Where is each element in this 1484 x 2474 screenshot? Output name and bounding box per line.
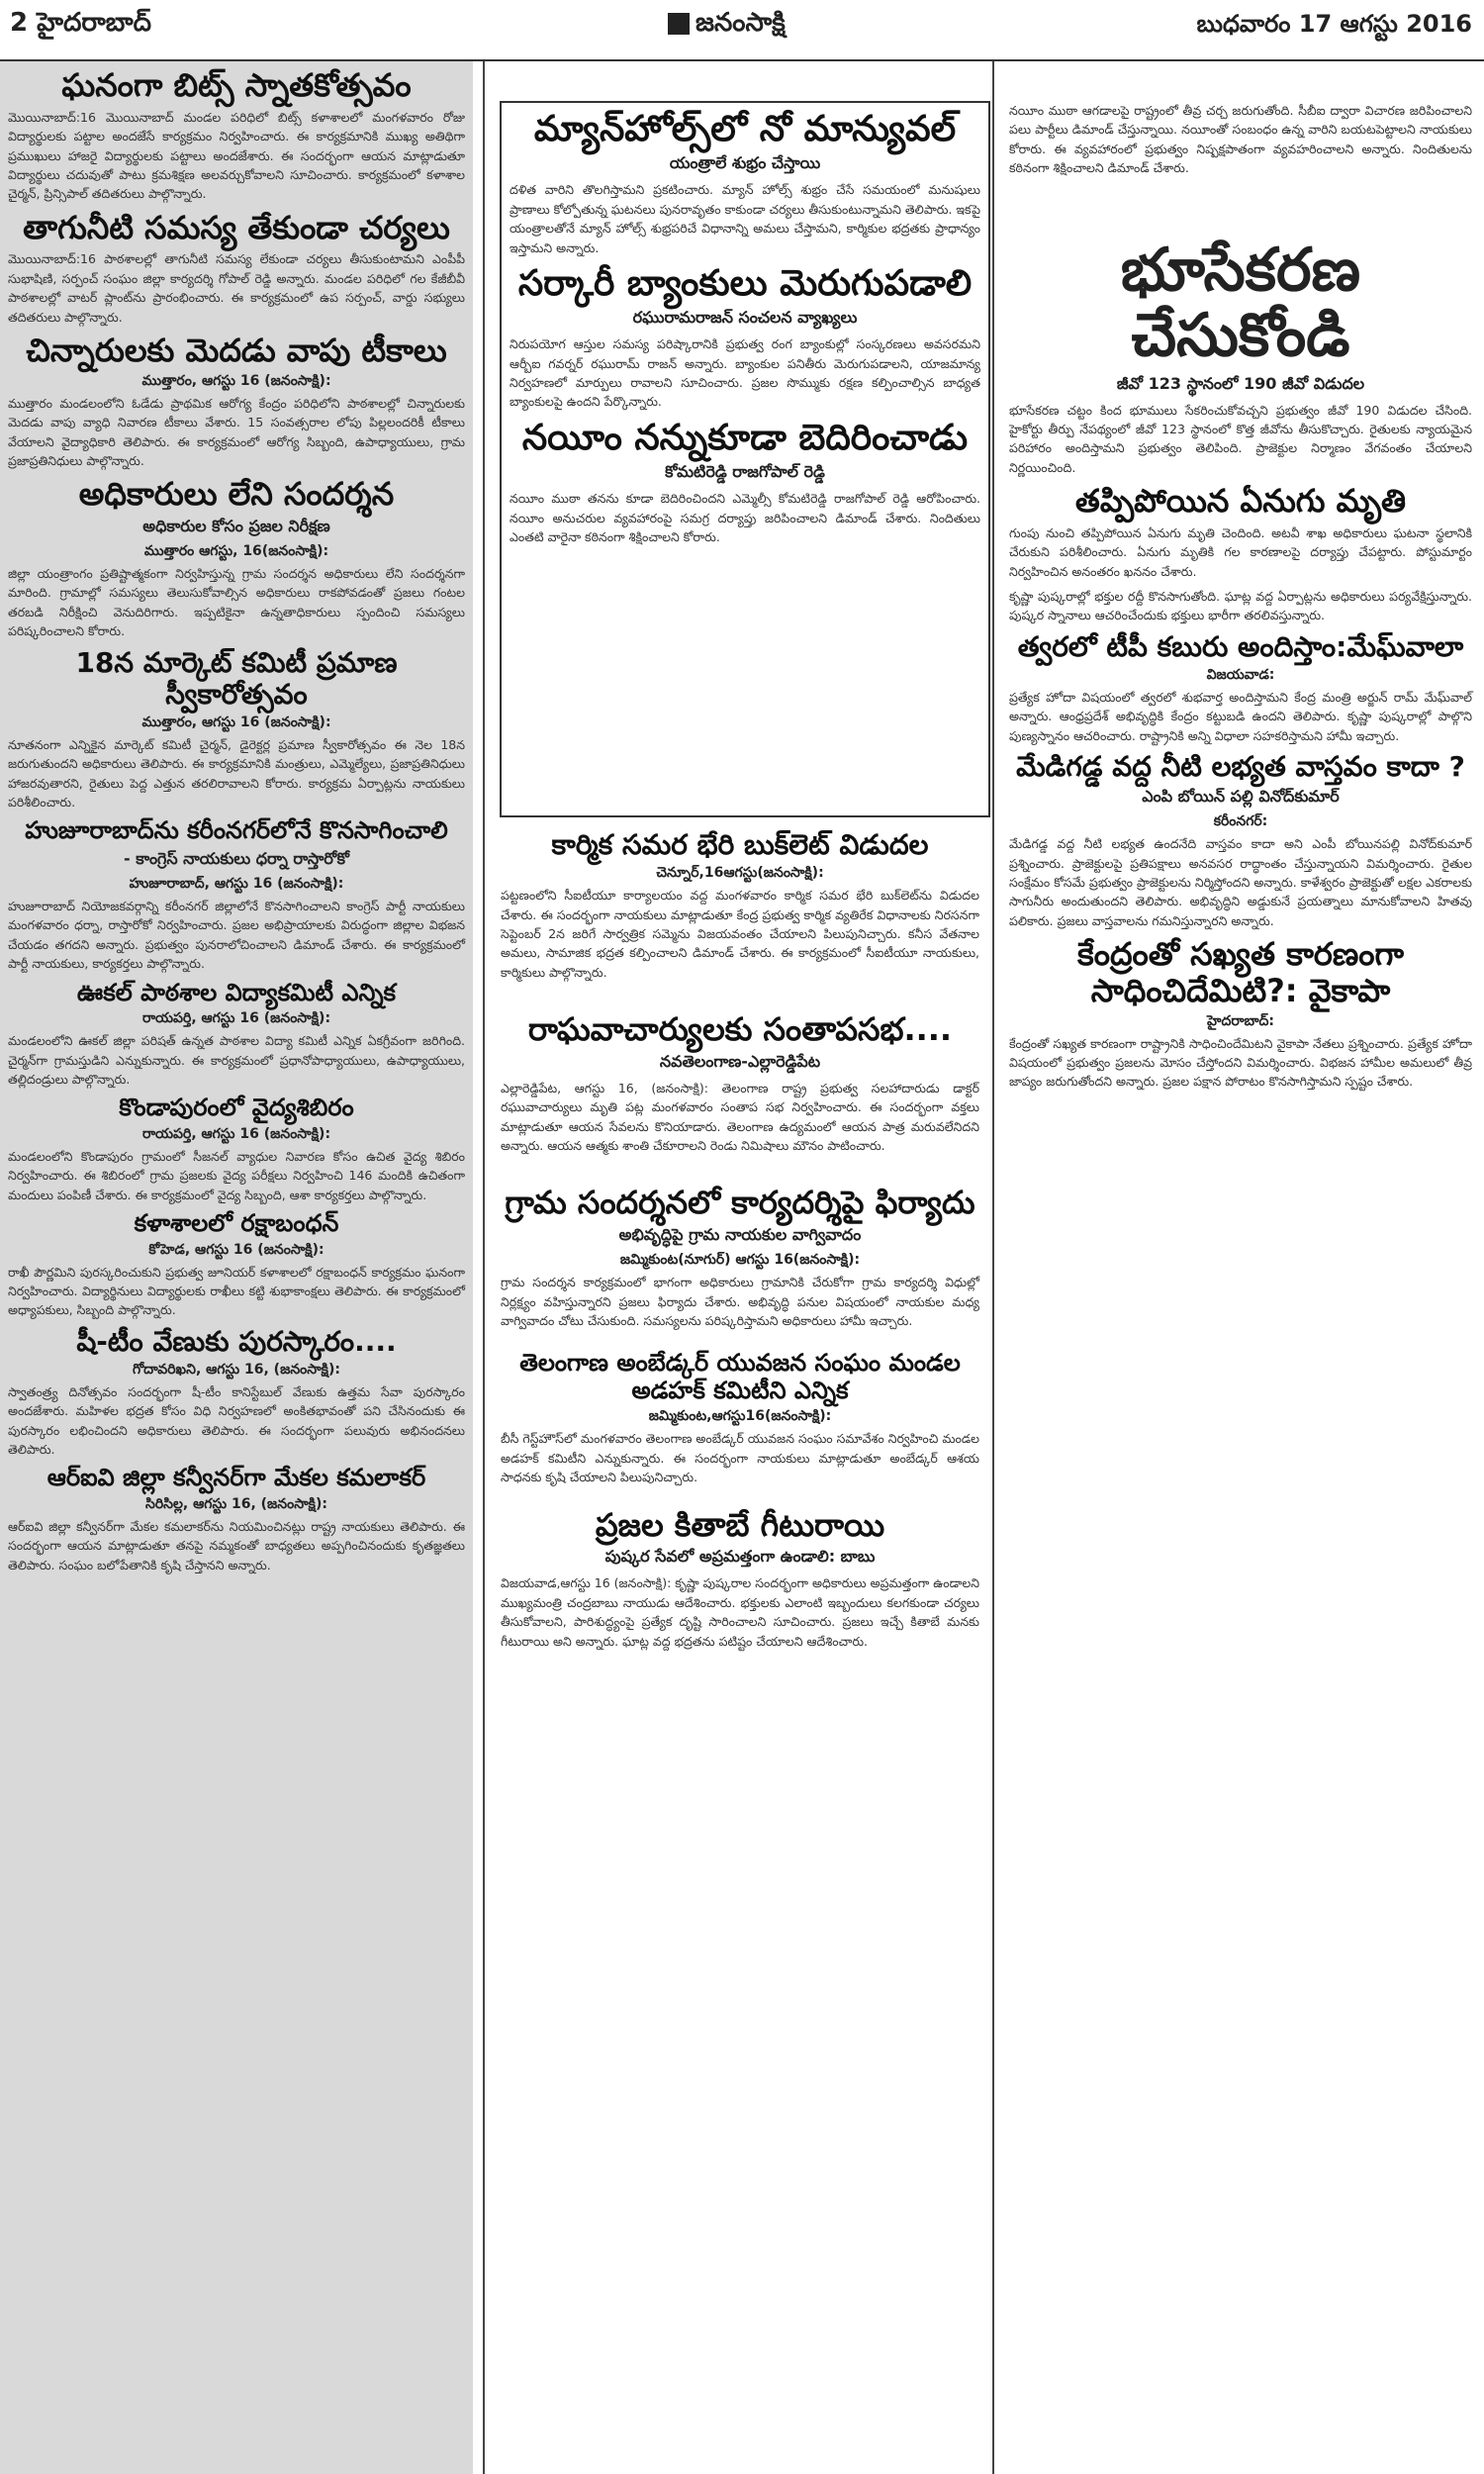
subheadline: యంత్రాలే శుభ్రం చేస్తాయి (669, 153, 821, 173)
subheadline: కోమటిరెడ్డి రాజగోపాల్ రెడ్డి (665, 462, 825, 482)
newspaper-logo (668, 8, 786, 44)
headline: కళాశాలలో రక్షాబంధన్ (134, 1208, 339, 1237)
left-column (0, 61, 473, 2474)
dateline: కోహెడ, ఆగస్టు 16 (జనంసాక్షి): (148, 1241, 325, 1258)
article (493, 1507, 987, 1651)
article-body: కృష్ణా పుష్కరాల్లో భక్తుల రద్దీ కొనసాగుతోంది. ఘాట్ల వద్ద ఏర్పాట్లను అధికారులు పర్యవేక్షిస్తున్నారు. పుష్కర స్నానాలు ఆచరించేందుకు భక్తులు భారీగా తరలివస్తున్నారు. (1009, 588, 1472, 623)
dateline: హుజూరాబాద్, ఆగస్టు 16 (జనంసాక్షి): (129, 876, 344, 893)
headline: గ్రామ సందర్శనలో కార్యదర్శిపై ఫిర్యాదు (505, 1184, 975, 1222)
article-body: నయీం ముఠా ఆగడాలపై రాష్ట్రంలో తీవ్ర చర్చ జరుగుతోంది. సీబీఐ ద్వారా విచారణ జరిపించాలని పలు పార్టీలు డిమాండ్ చేస్తున్నాయి. నయీంతో సంబంధం ఉన్న వారిని బయటపెట్టాలని నాయకులు కోరారు. ఈ వ్యవహారంలో ప్రభుత్వం నిష్పక్షపాతంగా వ్యవహరించాలని అన్నారు. నిందితులను కఠినంగా శిక్షించాలని డిమాండ్ చేశారు. (1009, 103, 1472, 176)
subheadline: అభివృద్ధిపై గ్రామ నాయకుల వాగ్వివాదం (618, 1225, 862, 1245)
article-body: బీసీ గెస్ట్‌హౌస్‌లో మంగళవారం తెలంగాణ అంబేడ్కర్ యువజన సంఘం సమావేశం నిర్వహించి మండల అడహక్ కమిటీని ఎన్నుకున్నారు. ఈ సందర్భంగా నాయకులు మాట్లాడుతూ అంబేడ్కర్ ఆశయ సాధనకు కృషి చేయాలని పిలుపునిచ్చారు. (501, 1431, 979, 1485)
article (0, 1465, 473, 1574)
article (1001, 631, 1480, 745)
article (0, 333, 473, 470)
article (1001, 235, 1480, 478)
article-body: గుంపు నుంచి తప్పిపోయిన ఏనుగు మృతి చెందింది. అటవీ శాఖ అధికారులు ఘటనా స్థలానికి చేరుకుని పరిశీలించారు. ఏనుగు మృతికి గల కారణాలపై దర్యాప్తు చేపట్టారు. పోస్టుమార్టం నిర్వహించిన అనంతరం ఖననం చేశారు. (1009, 524, 1472, 579)
logo-icon (668, 13, 690, 35)
article-body: నయీం ముఠా తనను కూడా బెదిరించిందని ఎమ్మెల్సీ కోమటిరెడ్డి రాజగోపాల్ రెడ్డి ఆరోపించారు. నయీం అనుచరుల వ్యవహారంపై సమగ్ర దర్యాప్తు జరిపించాలని డిమాండ్ చేశారు. నిందితులు ఎంతటి వారైనా కఠినంగా శిక్షించాలని కోరారు. (510, 491, 980, 544)
dateline: గోదావరిఖని, ఆగస్టు 16, (జనంసాక్షి): (133, 1361, 340, 1378)
dateline: విజయవాడ: (1206, 666, 1275, 683)
dateline: జమ్మికుంట,ఆగస్టు16(జనంసాక్షి): (648, 1408, 832, 1425)
dateline: ముత్తారం, ఆగస్టు 16 (జనంసాక్షి): (141, 372, 331, 389)
article (0, 1210, 473, 1320)
subheadline: ఎంపి బోయిన్ పల్లి వినోద్‌కుమార్ (1142, 787, 1340, 807)
article (493, 829, 987, 982)
boxed-section (500, 101, 990, 817)
column-divider (483, 61, 485, 2474)
dateline: సిరిసిల్ల, ఆగస్టు 16, (జనంసాక్షి): (145, 1495, 327, 1512)
headline: తాగునీటి సమస్య తేకుండా చర్యలు (23, 208, 450, 246)
article-body: పట్టణంలోని సీఐటీయూ కార్యాలయం వద్ద మంగళవారం కార్మిక సమర భేరి బుక్‌లెట్‌ను విడుదల చేశారు. ఈ సందర్భంగా నాయకులు మాట్లాడుతూ కేంద్ర ప్రభుత్వ కార్మిక వ్యతిరేక విధానాలకు నిరసనగా సెప్టెంబర్ 2న జరిగే సార్వత్రిక సమ్మెను విజయవంతం చేయాలని పిలుపునిచ్చారు. కనీస వేతనాల అమలు, సామాజిక భద్రత కల్పించాలని డిమాండ్ చేశారు. ఈ కార్యక్రమంలో సీఐటీయూ నాయకులు, కార్మికులు పాల్గొన్నారు. (501, 888, 979, 980)
article (493, 1011, 987, 1155)
headline: హుజూరాబాద్‌ను కరీంనగర్‌లోనే కొనసాగించాలి (25, 816, 448, 845)
right-column (1001, 101, 1480, 2474)
headline: రాఘవాచార్యులకు సంతాపసభ.... (527, 1010, 953, 1049)
article (1001, 751, 1480, 930)
dateline: కరీంనగర్: (1213, 813, 1268, 830)
article-body: నూతనంగా ఎన్నికైన మార్కెట్ కమిటీ చైర్మన్, డైరెక్టర్ల ప్రమాణ స్వీకారోత్సవం ఈ నెల 18న జరుగుతుందని అధికారులు తెలిపారు. ఈ కార్యక్రమానికి మంత్రులు, ఎమ్మెల్యేలు, ప్రజాప్రతినిధులు హాజరవుతారని, రైతులు పెద్ద ఎత్తున తరలిరావాలని కోరారు. కార్యక్రమ ఏర్పాట్లను నాయకులు పరిశీలించారు. (8, 736, 465, 810)
article-body: ప్రత్యేక హోదా విషయంలో త్వరలో శుభవార్త అందిస్తామని కేంద్ర మంత్రి అర్జున్ రామ్ మేఘ్‌వాల్ అన్నారు. ఆంధ్రప్రదేశ్ అభివృద్ధికి కేంద్రం కట్టుబడి ఉందని తెలిపారు. కృష్ణా పుష్కరాల్లో పాల్గొని పుణ్యస్నానం ఆచరించారు. రాష్ట్రానికి అన్ని విధాలా సహకరిస్తామని హామీ ఇచ్చారు. (1009, 689, 1472, 743)
article (0, 476, 473, 640)
headline: భూసేకరణ చేసుకోండి (1120, 235, 1361, 370)
dateline: ముత్తారం ఆగస్టు, 16(జనంసాక్షి): (143, 543, 329, 560)
article-body: దళిత వారిని తొలగిస్తామని ప్రకటించారు. మ్యాన్ హోల్స్ శుభ్రం చేసే సమయంలో మనుషులు ప్రాణాలు కోల్పోతున్న ఘటనలు పునరావృతం కాకుండా చర్యలు తీసుకుంటున్నామని తెలిపారు. ఇకపై యంత్రాలతోనే మ్యాన్ హోల్స్ శుభ్రపరిచే విధానాన్ని అమలు చేస్తామని, కార్మికుల భద్రతకు ప్రాధాన్యం ఇస్తామని అన్నారు. (510, 182, 980, 255)
article (0, 647, 473, 812)
article (1001, 483, 1480, 581)
article (0, 67, 473, 204)
article (493, 1185, 987, 1330)
article (1001, 936, 1480, 1092)
article-body: మండలంలోని కొండాపురం గ్రామంలో సీజనల్ వ్యాధుల నివారణ కోసం ఉచిత వైద్య శిబిరం నిర్వహించారు. ఈ శిబిరంలో గ్రామ ప్రజలకు వైద్య పరీక్షలు నిర్వహించి 146 మందికి ఉచితంగా మందులు పంపిణీ చేశారు. ఈ కార్యక్రమంలో వైద్య సిబ్బంది, ఆశా కార్యకర్తలు పాల్గొన్నారు. (8, 1148, 465, 1202)
issue-date: బుధవారం 17 ఆగస్టు 2016 (1196, 10, 1472, 38)
article-body: మొయినాబాద్:16 పాఠశాలల్లో తాగునీటి సమస్య లేకుండా చర్యలు తీసుకుంటామని ఎంపీపీ సుభాషిణి, సర్పంచ్ సంఘం జిల్లా కార్యదర్శి గోపాల్ రెడ్డి అన్నారు. మండల పరిధిలో గల కేజీబీవీ పాఠశాలల్లో వాటర్ ప్లాంట్‌ను ప్రారంభించారు. ఈ కార్యక్రమంలో ఉప సర్పంచ్, వార్డు సభ్యులు తదితరులు పాల్గొన్నారు. (8, 251, 465, 325)
article (502, 418, 988, 547)
article-body: గ్రామ సందర్శన కార్యక్రమంలో భాగంగా అధికారులు గ్రామానికి చేరుకోగా గ్రామ కార్యదర్శి విధుల్లో నిర్లక్ష్యం వహిస్తున్నారని ప్రజలు ఫిర్యాదు చేశారు. అభివృద్ధి పనుల విషయంలో నాయకుల మధ్య వాగ్వివాదం చోటు చేసుకుంది. సమస్యలను పరిష్కరిస్తామని అధికారులు హామీ ఇచ్చారు. (501, 1275, 979, 1328)
article-body: భూసేకరణ చట్టం కింద భూములు సేకరించుకోవచ్చని ప్రభుత్వం జీవో 190 విడుదల చేసింది. హైకోర్టు తీర్పు నేపథ్యంలో జీవో 123 స్థానంలో కొత్త జీవోను తీసుకొచ్చారు. రైతులకు న్యాయమైన పరిహారం అందిస్తామని ప్రభుత్వం తెలిపింది. ప్రాజెక్టుల నిర్మాణం వేగవంతం చేయాలని నిర్ణయించింది. (1009, 402, 1472, 475)
dateline: రాయపర్తి, ఆగస్టు 16 (జనంసాక్షి): (141, 1010, 331, 1027)
subheadline: పుష్కర సేవలో అప్రమత్తంగా ఉండాలి: బాబు (604, 1547, 876, 1567)
article (0, 1094, 473, 1204)
subheadline: - కాంగ్రెస్ నాయకులు ధర్నా రాస్తారోకో (124, 849, 349, 869)
headline: చిన్నారులకు మెదడు వాపు టీకాలు (26, 331, 447, 369)
article-body: విజయవాడ,ఆగస్టు 16 (జనంసాక్షి): కృష్ణా పుష్కరాల సందర్భంగా అధికారులు అప్రమత్తంగా ఉండాలని ముఖ్యమంత్రి చంద్రబాబు నాయుడు ఆదేశించారు. భక్తులకు ఎలాంటి ఇబ్బందులు కలగకుండా చర్యలు తీసుకోవాలని, పారిశుద్ధ్యంపై ప్రత్యేక దృష్టి సారించాలని సూచించారు. ప్రజలు ఇచ్చే కితాబే మనకు గీటురాయి అని అన్నారు. ఘాట్ల వద్ద భద్రతను పటిష్టం చేయాలని ఆదేశించారు. (501, 1575, 979, 1649)
headline: మేడిగడ్డ వద్ద నీటి లభ్యత వాస్తవం కాదా ? (1016, 749, 1465, 783)
headline: ఊకల్ పాఠశాల విద్యాకమిటీ ఎన్నిక (76, 978, 397, 1006)
article-body: కేంద్రంతో సఖ్యత కారణంగా రాష్ట్రానికి సాధించిందేమిటని వైకాపా నేతలు ప్రశ్నించారు. ప్రత్యేక హోదా విషయంలో ప్రభుత్వం ప్రజలను మోసం చేస్తోందని విమర్శించారు. విభజన హామీల అమలులో తీవ్ర జాప్యం జరుగుతోందని అన్నారు. ప్రజల పక్షాన పోరాటం కొనసాగిస్తామని స్పష్టం చేశారు. (1009, 1035, 1472, 1090)
headline: 18న మార్కెట్ కమిటీ ప్రమాణ స్వీకారోత్సవం (75, 645, 398, 711)
article (0, 1326, 473, 1460)
page-label: 2 హైదరాబాద్ (10, 8, 151, 38)
headline: కార్మిక సమర భేరి బుక్‌లెట్ విడుదల (551, 828, 929, 861)
headline: కేంద్రంతో సఖ్యత కారణంగా సాధించిదేమిటి?: వైకాపా (1077, 935, 1404, 1009)
dateline: ముత్తారం, ఆగస్టు 16 (జనంసాక్షి): (141, 714, 331, 730)
subheadline: రఘురామరాజన్ సంచలన వ్యాఖ్యలు (632, 308, 858, 328)
headline: మ్యాన్‌హోల్స్‌లో నో మాన్యువల్ (533, 109, 957, 149)
headline: తప్పిపోయిన ఏనుగు మృతి (1074, 482, 1407, 520)
article-body: హుజూరాబాద్ నియోజకవర్గాన్ని కరీంనగర్ జిల్లాలోనే కొనసాగించాలని కాంగ్రెస్ పార్టీ నాయకులు మంగళవారం ధర్నా, రాస్తారోకో నిర్వహించారు. ప్రజల అభిప్రాయాలకు విరుద్ధంగా జిల్లాల విభజన చేయడం తగదని అన్నారు. ప్రభుత్వం పునరాలోచించాలని డిమాండ్ చేశారు. ఈ కార్యక్రమంలో పార్టీ నాయకులు, కార్యకర్తలు పాల్గొన్నారు. (8, 899, 465, 972)
article (502, 263, 988, 412)
subheadline: జీవో 123 స్థానంలో 190 జీవో విడుదల (1116, 373, 1365, 393)
article-body: మండలంలోని ఊకల్ జిల్లా పరిషత్ ఉన్నత పాఠశాల విద్యా కమిటీ ఎన్నిక ఏకగ్రీవంగా జరిగింది. చైర్మన్‌గా గ్రామస్తుడిని ఎన్నుకున్నారు. ఈ కార్యక్రమంలో ప్రధానోపాధ్యాయులు, ఉపాధ్యాయులు, తల్లిదండ్రులు పాల్గొన్నారు. (8, 1033, 465, 1087)
article-body: ముత్తారం మండలంలోని ఓడేడు ప్రాథమిక ఆరోగ్య కేంద్రం పరిధిలోని పాఠశాలల్లో చిన్నారులకు మెదడు వాపు వ్యాధి నివారణ టీకాలు వేశారు. 15 సంవత్సరాల లోపు పిల్లలందరికీ టీకాలు వేయాలని వైద్యాధికారి తెలిపారు. ఈ కార్యక్రమంలో ఆరోగ్య సిబ్బంది, ఉపాధ్యాయులు, గ్రామ ప్రజాప్రతినిధులు పాల్గొన్నారు. (8, 395, 465, 468)
dateline: జమ్మికుంట(నూగుర్) ఆగస్టు 16(జనంసాక్షి): (619, 1252, 861, 1269)
article (493, 1350, 987, 1486)
masthead (0, 0, 1484, 61)
article-body: మొయినాబాద్:16 మొయినాబాద్ మండల పరిధిలో బిట్స్ కళాశాలలో మంగళవారం రోజు విద్యార్థులకు పట్టాల అందజేసే కార్యక్రమం నిర్వహించారు. ఈ కార్యక్రమానికి ముఖ్య అతిథిగా ప్రముఖులు హాజరై విద్యార్థులకు పట్టాలు అందజేశారు. ఈ సందర్భంగా ఆయన మాట్లాడుతూ విద్యార్థులు చదువుతో పాటు క్రమశిక్షణ అలవర్చుకోవాలని సూచించారు. కార్యక్రమంలో కళాశాల చైర్మన్, ప్రిన్సిపాల్ తదితరులు పాల్గొన్నారు. (8, 109, 465, 202)
article-body: మేడిగడ్డ వద్ద నీటి లభ్యత ఉందనేది వాస్తవం కాదా అని ఎంపీ బోయినపల్లి వినోద్‌కుమార్ ప్రశ్నించారు. ప్రాజెక్టులపై ప్రతిపక్షాలు అనవసర రాద్ధాంతం చేస్తున్నాయని విమర్శించారు. రైతుల సంక్షేమం కోసమే ప్రభుత్వం ప్రాజెక్టులను నిర్మిస్తోందని అన్నారు. కాళేశ్వరం ప్రాజెక్టుతో లక్షల ఎకరాలకు సాగునీరు అందుతుందని తెలిపారు. అభివృద్ధిని అడ్డుకునే ప్రయత్నాలు మానుకోవాలని హితవు పలికారు. ప్రజలు వాస్తవాలను గమనిస్తున్నారని అన్నారు. (1009, 836, 1472, 928)
headline: తెలంగాణ అంబేడ్కర్ యువజన సంఘం మండల అడహక్ కమిటీని ఎన్నిక (519, 1349, 961, 1404)
dateline: రాయపర్తి, ఆగస్టు 16 (జనంసాక్షి): (141, 1125, 331, 1142)
headline: సర్కారీ బ్యాంకులు మెరుగుపడాలి (517, 262, 973, 304)
article-body: జిల్లా యంత్రాంగం ప్రతిష్టాత్మకంగా నిర్వహిస్తున్న గ్రామ సందర్శన అధికారులు లేని సందర్శనగా మారింది. గ్రామాల్లో సమస్యలు తెలుసుకోవాల్సిన అధికారులు రాకపోవడంతో ప్రజలు గంటల తరబడి నిరీక్షించి వెనుదిరిగారు. ఇప్పటికైనా ఉన్నతాధికారులు స్పందించి సమస్యలు పరిష్కరించాలని కోరారు. (8, 566, 465, 639)
article-body: స్వాతంత్ర్య దినోత్సవం సందర్భంగా షీ-టీం కానిస్టేబుల్ వేణుకు ఉత్తమ సేవా పురస్కారం అందజేశారు. మహిళల భద్రత కోసం విధి నిర్వహణలో అంకితభావంతో పని చేసినందుకు ఈ పురస్కారం లభించిందని అధికారులు తెలిపారు. ఈ సందర్భంగా పలువురు అభినందనలు తెలిపారు. (8, 1383, 465, 1457)
headline: కొండాపురంలో వైద్యశిబిరం (119, 1094, 354, 1122)
article (0, 817, 473, 973)
headline: ఆర్ఐవి జిల్లా కన్వీనర్‌గా మేకల కమలాకర్ (46, 1464, 426, 1492)
headline: అధికారులు లేని సందర్శన (78, 475, 395, 514)
subheadline: అధికారుల కోసం ప్రజల నిరీక్షణ (142, 517, 330, 536)
headline: ఘనంగా బిట్స్ స్నాతకోత్సవం (61, 66, 412, 104)
center-column (493, 823, 987, 2474)
headline: త్వరలో టీపీ కబురు అందిస్తాం:మేఘ్‌వాలా (1017, 629, 1464, 663)
article-body: నిరుపయోగ ఆస్తుల సమస్య పరిష్కారానికి ప్రభుత్వ రంగ బ్యాంకుల్లో సంస్కరణలు అవసరమని ఆర్బీఐ గవర్నర్ రఘురామ్ రాజన్ అన్నారు. బ్యాంకుల పనితీరు మెరుగుపడాలని, యాజమాన్య నిర్వహణలో మార్పులు రావాలని సూచించారు. ప్రజల సొమ్ముకు రక్షణ కల్పించాల్సిన బాధ్యత బ్యాంకులపై ఉందని పేర్కొన్నారు. (510, 336, 980, 410)
article (0, 210, 473, 327)
article-body: ఎల్లారెడ్డిపేట, ఆగస్టు 16, (జనంసాక్షి): తెలంగాణ రాష్ట్ర ప్రభుత్వ సలహాదారుడు డాక్టర్ రఘువాచార్యులు మృతి పట్ల మంగళవారం సంతాప సభ నిర్వహించారు. ఈ సందర్భంగా వక్తలు మాట్లాడుతూ ఆయన సేవలను కొనియాడారు. తెలంగాణ ఉద్యమంలో ఆయన పాత్ర మరువలేనిదని అన్నారు. ఆయన ఆత్మకు శాంతి చేకూరాలని రెండు నిమిషాలు మౌనం పాటించారు. (501, 1080, 979, 1153)
article (502, 109, 988, 257)
dateline: చెన్నూర్,16ఆగస్టు(జనంసాక్షి): (656, 865, 824, 882)
dateline: హైదరాబాద్: (1207, 1012, 1274, 1029)
logo-text: జనంసాక్షి (696, 8, 786, 38)
headline: షీ-టీం వేణుకు పురస్కారం.... (76, 1324, 397, 1358)
column-divider (992, 61, 994, 2474)
headline: నయీం నన్నుకూడా బెదిరించాడు (521, 417, 969, 458)
subheadline: నవతెలంగాణ-ఎల్లారెడ్డిపేట (659, 1051, 821, 1071)
article (0, 980, 473, 1090)
article-body: రాఖీ పౌర్ణమిని పురస్కరించుకుని ప్రభుత్వ జూనియర్ కళాశాలలో రక్షాబంధన్ కార్యక్రమం ఘనంగా నిర్వహించారు. విద్యార్థినులు విద్యార్థులకు రాఖీలు కట్టి శుభాకాంక్షలు తెలిపారు. ఈ కార్యక్రమంలో అధ్యాపకులు, సిబ్బంది పాల్గొన్నారు. (8, 1264, 465, 1318)
article-body: ఆర్ఐవి జిల్లా కన్వీనర్‌గా మేకల కమలాకర్‌ను నియమించినట్లు రాష్ట్ర నాయకులు తెలిపారు. ఈ సందర్భంగా ఆయన మాట్లాడుతూ తనపై నమ్మకంతో బాధ్యతలు అప్పగించినందుకు కృతజ్ఞతలు తెలిపారు. సంఘం బలోపేతానికి కృషి చేస్తానని అన్నారు. (8, 1518, 465, 1572)
headline: ప్రజల కితాబే గీటురాయి (595, 1505, 885, 1544)
